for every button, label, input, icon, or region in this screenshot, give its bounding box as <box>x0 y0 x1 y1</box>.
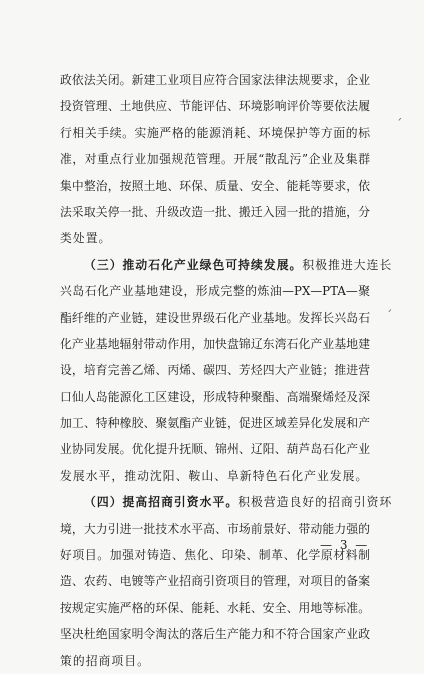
text-line: 按规定实施严格的环保、能耗、水耗、安全、用地等标准。 <box>60 600 370 615</box>
section-4-heading: （四）提高招商引资水平。 <box>84 495 239 510</box>
text-line: 发展水平，推动沈阳、鞍山、阜新特色石化产业发展。 <box>60 468 369 483</box>
section-3-heading: （三）推动石化产业绿色可持续发展。 <box>84 257 303 272</box>
scan-mark: ˊ <box>396 118 403 133</box>
text-line: 酯纤维的产业链，建设世界级石化产业基地。发挥长兴岛石 <box>60 310 370 325</box>
text-line: 造、农药、电镀等产业招商引资项目的管理，对项目的备案 <box>60 574 370 589</box>
text-line: 业协同发展。优化提升抚顺、锦州、辽阳、葫芦岛石化产业 <box>60 442 370 457</box>
text-line: 坚决杜绝国家明令淘汰的落后生产能力和不符合国家产业政 <box>60 627 370 642</box>
text-line: 政依法关闭。新建工业项目应符合国家法律法规要求，企业 <box>60 73 370 87</box>
text-line: 集中整治，按照土地、环保、质量、安全、能耗等要求，依 <box>60 178 370 193</box>
text-line: 加工、特种橡胶、聚氨酯产业链，促进区域差异化发展和产 <box>60 416 370 431</box>
section-4-first-line <box>60 489 393 515</box>
body-text <box>60 67 393 674</box>
text-line: 兴岛石化产业基地建设，形成完整的炼油—PX—PTA—聚 <box>60 284 370 299</box>
text-line: 行相关手续。实施严格的能源消耗、环境保护等方面的标 <box>60 125 370 140</box>
page-number: — 3 — <box>320 538 370 552</box>
text-line: 设，培育完善乙烯、丙烯、碳四、芳烃四大产业链；推进营 <box>60 363 370 378</box>
text-line: 法采取关停一批、升级改造一批、搬迁入园一批的措施，分 <box>60 204 370 219</box>
section-4-first-text: 积极营造良好的招商引资环 <box>238 495 393 510</box>
text-line: 策的招商项目。 <box>60 653 150 668</box>
text-line: 境，大力引进一批技术水平高、市场前景好、带动能力强的 <box>60 521 370 536</box>
text-line: 好项目。加强对铸造、焦化、印染、制革、化学原材料制 <box>60 548 370 563</box>
section-3-first-line <box>60 252 393 278</box>
section-3-first-text: 积极推进大连长 <box>302 257 393 272</box>
text-line: 化产业基地辐射带动作用，加快盘锦辽东湾石化产业基地建 <box>60 336 370 351</box>
text-line: 类处置。 <box>60 231 112 246</box>
scan-mark: ˏ <box>386 298 393 313</box>
text-line: 投资管理、土地供应、节能评估、环境影响评价等要依法履 <box>60 99 370 114</box>
text-line: 口仙人岛能源化工区建设，形成特种聚酯、高端聚烯烃及深 <box>60 389 370 404</box>
text-line: 准，对重点行业加强规范管理。开展“散乱污”企业及集群 <box>60 152 370 167</box>
